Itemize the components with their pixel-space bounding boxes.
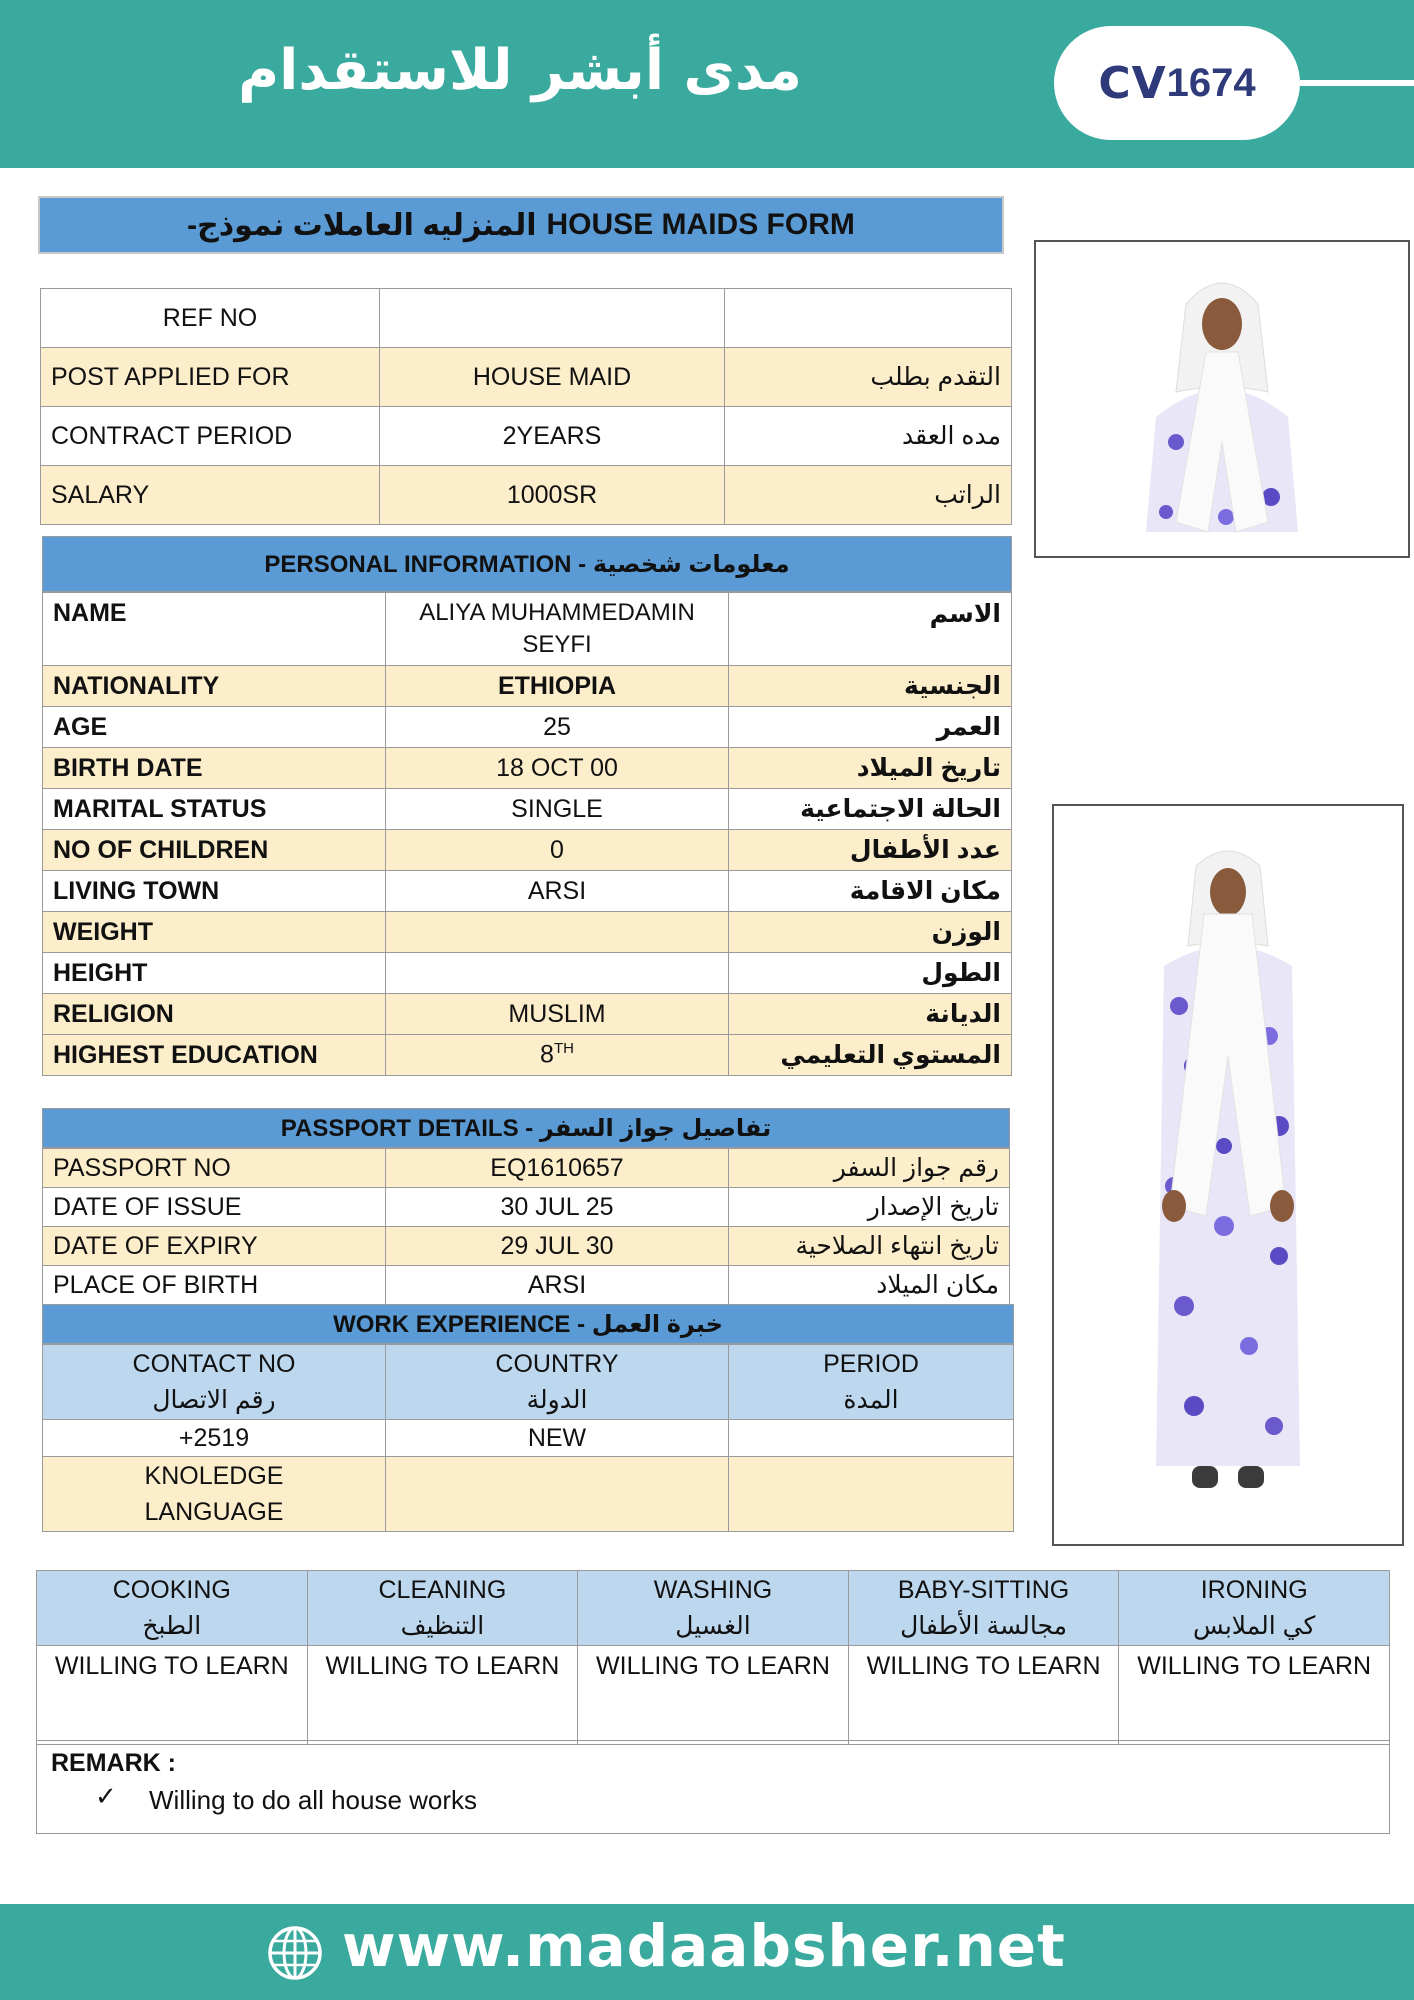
period-header-en: PERIOD	[823, 1350, 919, 1378]
skill-babysitting-header	[848, 1571, 1119, 1646]
form-title	[38, 196, 1004, 254]
skill-babysitting-ar: مجالسة الأطفال	[900, 1612, 1068, 1640]
table-row	[43, 666, 1012, 707]
period-header	[729, 1345, 1014, 1420]
education-value	[386, 1035, 729, 1076]
name-arabic: الاسم	[729, 593, 1012, 666]
salary-arabic: الراتب	[725, 466, 1012, 525]
country-value: NEW	[386, 1420, 729, 1457]
table-row	[43, 789, 1012, 830]
children-label: NO OF CHILDREN	[43, 830, 386, 871]
weight-label: WEIGHT	[43, 912, 386, 953]
age-label: AGE	[43, 707, 386, 748]
height-label: HEIGHT	[43, 953, 386, 994]
table-row	[43, 748, 1012, 789]
skill-cooking-header	[37, 1571, 308, 1646]
header-decor-line	[1300, 80, 1414, 86]
education-value-number: 8	[540, 1040, 554, 1069]
table-row	[41, 348, 1012, 407]
living-town-label: LIVING TOWN	[43, 871, 386, 912]
skills-table	[36, 1570, 1390, 1745]
country-header	[386, 1345, 729, 1420]
skill-cleaning-value: WILLING TO LEARN	[307, 1646, 578, 1745]
full-body-figure	[1054, 806, 1402, 1544]
marital-status-label: MARITAL STATUS	[43, 789, 386, 830]
period-value	[729, 1420, 1014, 1457]
table-row	[43, 1149, 1010, 1188]
country-header-ar: الدولة	[526, 1386, 588, 1414]
cv-prefix: CV	[1098, 57, 1167, 109]
skill-washing-header	[578, 1571, 849, 1646]
table-row	[43, 593, 1012, 666]
contact-no-header-en: CONTACT NO	[132, 1350, 296, 1378]
education-label: HIGHEST EDUCATION	[43, 1035, 386, 1076]
religion-label: RELIGION	[43, 994, 386, 1035]
table-row	[43, 871, 1012, 912]
passport-no-arabic: رقم جواز السفر	[729, 1149, 1010, 1188]
salary-value: 1000SR	[380, 466, 725, 525]
table-row	[37, 1571, 1390, 1646]
living-town-value: ARSI	[386, 871, 729, 912]
education-arabic: المستوي التعليمي	[729, 1035, 1012, 1076]
contact-no-header	[43, 1345, 386, 1420]
full-body-photo	[1052, 804, 1404, 1546]
personal-info-heading: PERSONAL INFORMATION - معلومات شخصية	[42, 536, 1012, 592]
ref-no-arabic	[725, 289, 1012, 348]
table-row	[43, 1266, 1010, 1305]
name-value: ALIYA MUHAMMEDAMIN SEYFI	[386, 593, 729, 666]
ref-table	[40, 288, 1012, 525]
skill-ironing-value: WILLING TO LEARN	[1119, 1646, 1390, 1745]
table-row	[43, 1188, 1010, 1227]
children-value: 0	[386, 830, 729, 871]
table-row	[43, 707, 1012, 748]
portrait-photo	[1034, 240, 1410, 558]
personal-info-table	[42, 592, 1012, 1076]
contract-arabic: مده العقد	[725, 407, 1012, 466]
issue-date-value: 30 JUL 25	[386, 1188, 729, 1227]
period-header-ar: المدة	[843, 1386, 899, 1414]
children-arabic: عدد الأطفال	[729, 830, 1012, 871]
skill-cleaning-en: CLEANING	[378, 1576, 507, 1604]
table-row	[41, 466, 1012, 525]
skill-washing-en: WASHING	[653, 1576, 773, 1604]
passport-table	[42, 1148, 1010, 1305]
issue-date-label: DATE OF ISSUE	[43, 1188, 386, 1227]
post-label: POST APPLIED FOR	[41, 348, 380, 407]
table-row	[43, 1420, 1014, 1457]
marital-status-value: SINGLE	[386, 789, 729, 830]
living-town-arabic: مكان الاقامة	[729, 871, 1012, 912]
religion-value: MUSLIM	[386, 994, 729, 1035]
birth-place-label: PLACE OF BIRTH	[43, 1266, 386, 1305]
remark-text: Willing to do all house works	[149, 1785, 478, 1815]
knowledge-language-label: KNOLEDGE LANGUAGE	[43, 1457, 386, 1532]
nationality-arabic: الجنسية	[729, 666, 1012, 707]
table-row	[43, 1227, 1010, 1266]
skill-ironing-en: IRONING	[1200, 1576, 1308, 1604]
skill-ironing-ar: كي الملابس	[1192, 1612, 1316, 1640]
birth-date-label: BIRTH DATE	[43, 748, 386, 789]
religion-arabic: الديانة	[729, 994, 1012, 1035]
passport-details-heading: PASSPORT DETAILS - تفاصيل جواز السفر	[42, 1108, 1010, 1148]
form-title-arabic: المنزليه العاملات نموذج-	[187, 208, 537, 242]
birth-date-value: 18 OCT 00	[386, 748, 729, 789]
nationality-value: ETHIOPIA	[386, 666, 729, 707]
table-row	[43, 953, 1012, 994]
globe-icon	[266, 1924, 324, 1987]
name-label: NAME	[43, 593, 386, 666]
skill-cooking-en: COOKING	[112, 1576, 231, 1604]
check-icon: ✓	[95, 1781, 117, 1811]
expiry-date-label: DATE OF EXPIRY	[43, 1227, 386, 1266]
table-row	[43, 912, 1012, 953]
knowledge-language-extra	[729, 1457, 1014, 1532]
skill-cleaning-header	[307, 1571, 578, 1646]
work-experience-table	[42, 1344, 1014, 1532]
height-value	[386, 953, 729, 994]
skill-cooking-ar: الطبخ	[142, 1612, 202, 1640]
portrait-figure	[1036, 242, 1408, 556]
expiry-date-arabic: تاريخ انتهاء الصلاحية	[729, 1227, 1010, 1266]
contact-no-value: +2519	[43, 1420, 386, 1457]
contact-no-header-ar: رقم الاتصال	[152, 1386, 276, 1414]
passport-no-label: PASSPORT NO	[43, 1149, 386, 1188]
table-row	[41, 407, 1012, 466]
cv-number: 1674	[1166, 60, 1256, 105]
weight-arabic: الوزن	[729, 912, 1012, 953]
marital-status-arabic: الحالة الاجتماعية	[729, 789, 1012, 830]
skill-cleaning-ar: التنظيف	[400, 1612, 485, 1640]
skill-babysitting-en: BABY-SITTING	[897, 1576, 1070, 1604]
skill-ironing-header	[1119, 1571, 1390, 1646]
salary-label: SALARY	[41, 466, 380, 525]
birth-place-value: ARSI	[386, 1266, 729, 1305]
brand-title: مدى أبشر للاستقدام	[238, 38, 802, 103]
table-row	[41, 289, 1012, 348]
knowledge-language-value	[386, 1457, 729, 1532]
issue-date-arabic: تاريخ الإصدار	[729, 1188, 1010, 1227]
expiry-date-value: 29 JUL 30	[386, 1227, 729, 1266]
country-header-en: COUNTRY	[495, 1350, 619, 1378]
cv-badge	[1054, 26, 1300, 140]
form-title-english: HOUSE MAIDS FORM	[546, 208, 855, 241]
website-link[interactable]: www.madaabsher.net	[342, 1912, 1066, 1980]
ref-no-value	[380, 289, 725, 348]
table-row	[37, 1646, 1390, 1745]
nationality-label: NATIONALITY	[43, 666, 386, 707]
skill-babysitting-value: WILLING TO LEARN	[848, 1646, 1119, 1745]
work-experience-heading: WORK EXPERIENCE - خبرة العمل	[42, 1304, 1014, 1344]
table-row	[43, 1345, 1014, 1420]
passport-no-value: EQ1610657	[386, 1149, 729, 1188]
ref-no-label: REF NO	[41, 289, 380, 348]
birth-date-arabic: تاريخ الميلاد	[729, 748, 1012, 789]
contract-value: 2YEARS	[380, 407, 725, 466]
height-arabic: الطول	[729, 953, 1012, 994]
skill-washing-ar: الغسيل	[675, 1612, 751, 1640]
remark-box	[36, 1740, 1390, 1834]
skill-washing-value: WILLING TO LEARN	[578, 1646, 849, 1745]
contract-label: CONTRACT PERIOD	[41, 407, 380, 466]
table-row	[43, 1457, 1014, 1532]
age-arabic: العمر	[729, 707, 1012, 748]
birth-place-arabic: مكان الميلاد	[729, 1266, 1010, 1305]
post-value: HOUSE MAID	[380, 348, 725, 407]
remark-label: REMARK :	[51, 1749, 176, 1777]
table-row	[43, 830, 1012, 871]
skill-cooking-value: WILLING TO LEARN	[37, 1646, 308, 1745]
post-arabic: التقدم بطلب	[725, 348, 1012, 407]
education-value-suffix: TH	[553, 1040, 574, 1058]
weight-value	[386, 912, 729, 953]
table-row	[43, 1035, 1012, 1076]
table-row	[43, 994, 1012, 1035]
age-value: 25	[386, 707, 729, 748]
